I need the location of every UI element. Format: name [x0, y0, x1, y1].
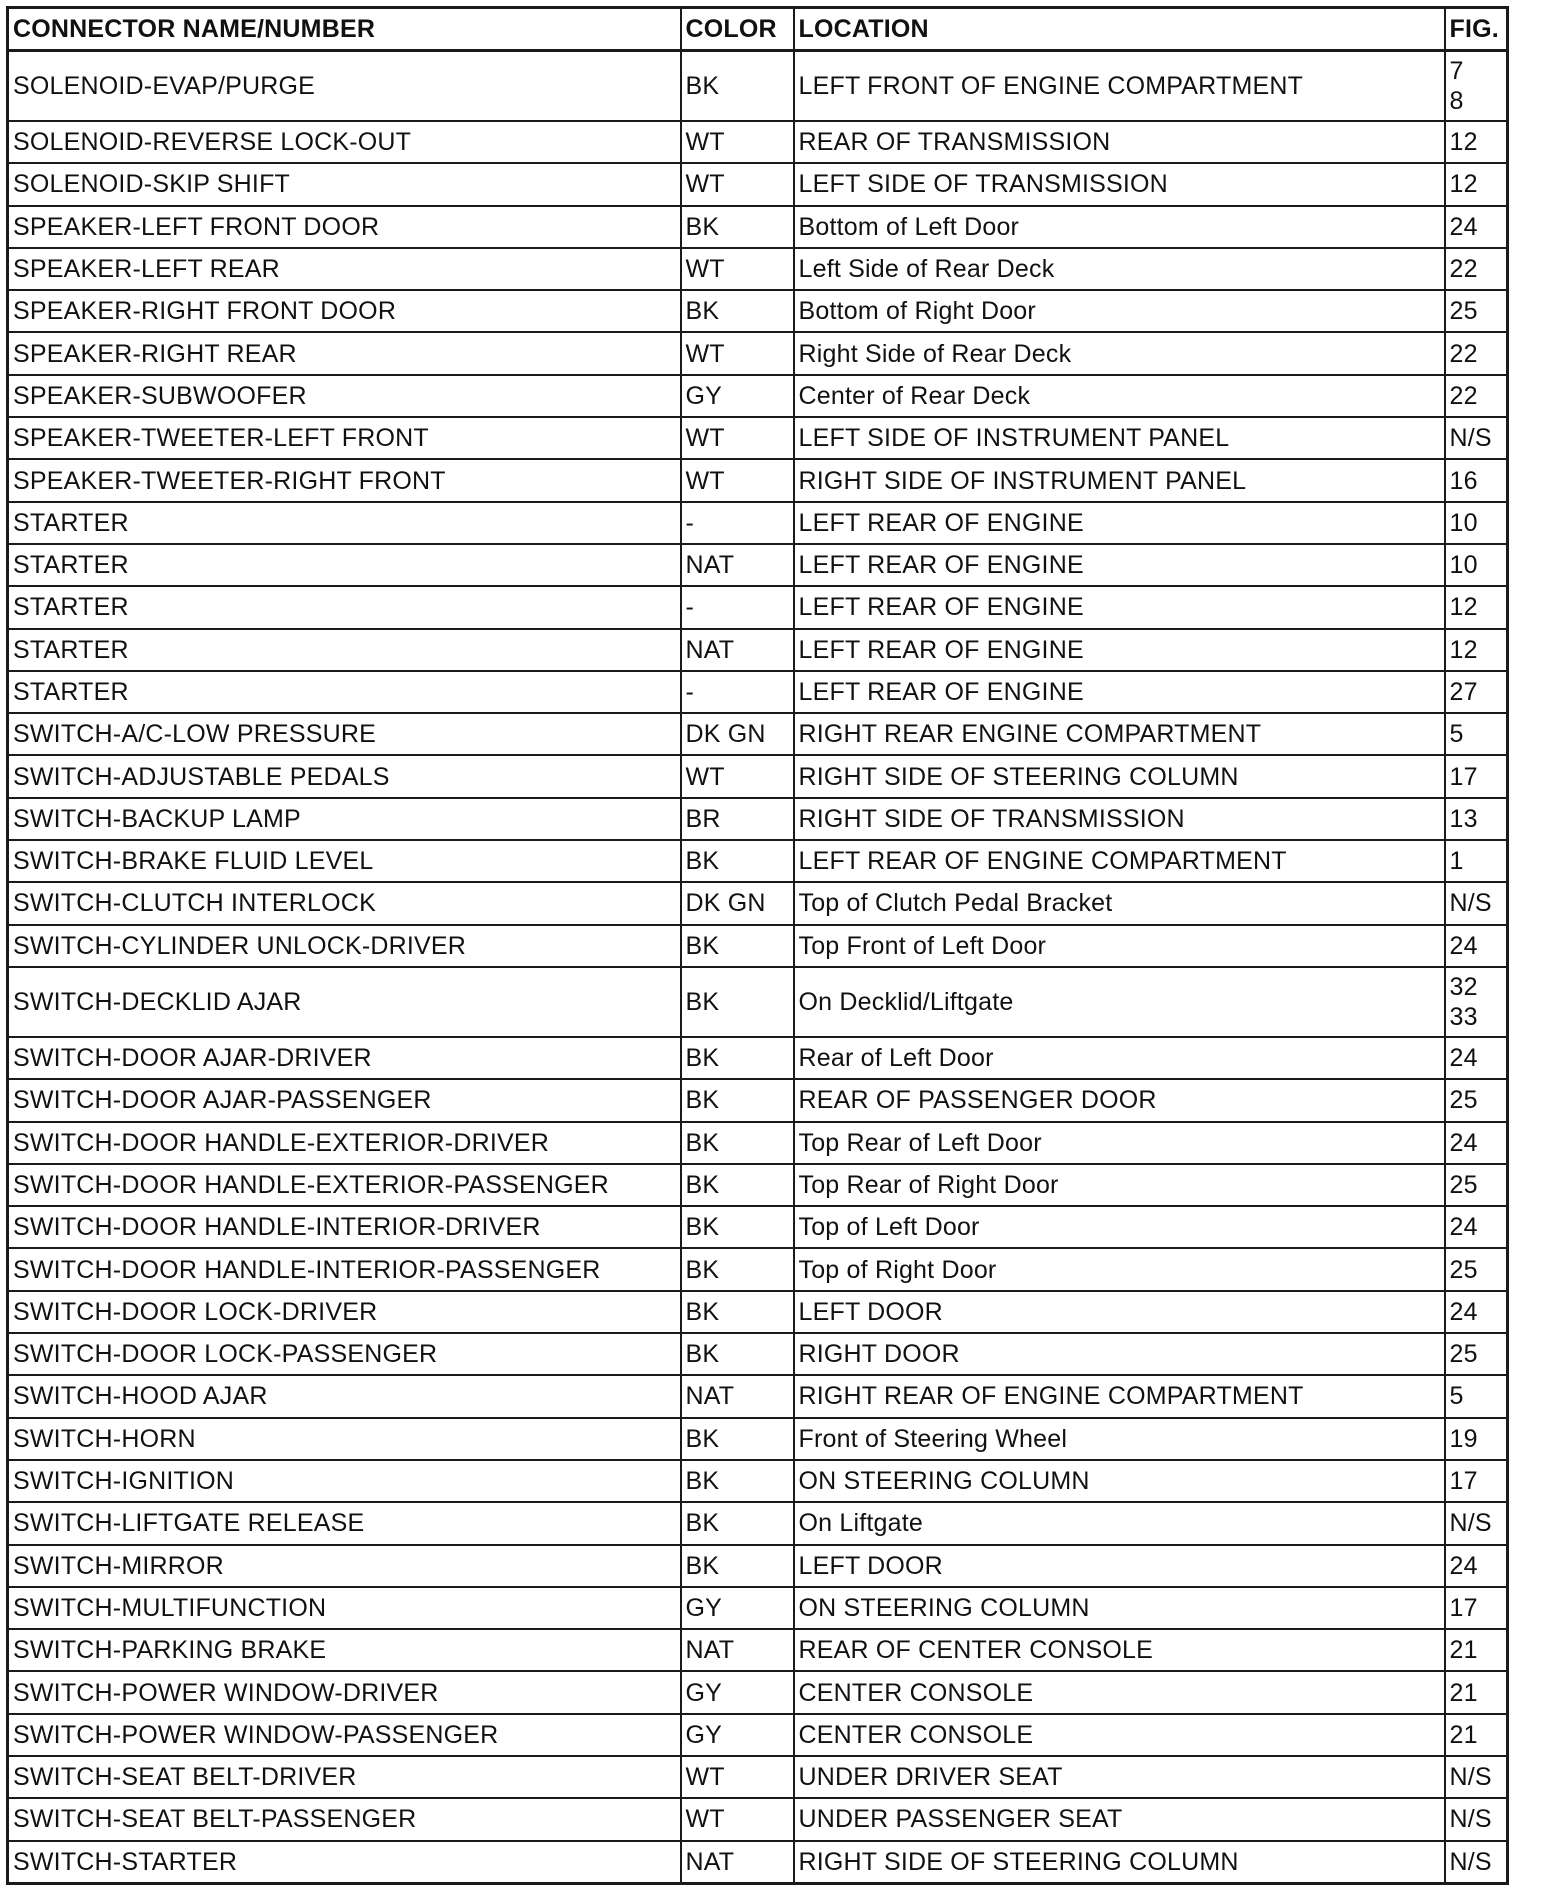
location-cell: CENTER CONSOLE	[794, 1714, 1445, 1756]
connector-name-cell: SWITCH-POWER WINDOW-PASSENGER	[8, 1714, 681, 1756]
connector-name-cell: STARTER	[8, 502, 681, 544]
fig-number: 33	[1449, 1002, 1478, 1031]
color-cell: BK	[681, 1460, 794, 1502]
fig-cell	[1445, 1037, 1508, 1079]
color-cell: BK	[681, 1291, 794, 1333]
table-row	[8, 1756, 1508, 1798]
table-row	[8, 1798, 1508, 1840]
fig-cell	[1445, 1841, 1508, 1884]
fig-number: 25	[1449, 1340, 1478, 1369]
fig-cell	[1445, 1418, 1508, 1460]
color-cell: WT	[681, 1756, 794, 1798]
location-cell: UNDER PASSENGER SEAT	[794, 1798, 1445, 1840]
color-cell: BK	[681, 1206, 794, 1248]
color-cell: GY	[681, 1671, 794, 1713]
header-connector-name: CONNECTOR NAME/NUMBER	[8, 8, 681, 51]
connector-name-cell: SWITCH-LIFTGATE RELEASE	[8, 1502, 681, 1544]
fig-cell	[1445, 798, 1508, 840]
table-row	[8, 1671, 1508, 1713]
connector-name-cell: SWITCH-PARKING BRAKE	[8, 1629, 681, 1671]
fig-number: 5	[1449, 720, 1464, 749]
fig-number: 13	[1449, 804, 1478, 833]
location-cell: ON STEERING COLUMN	[794, 1587, 1445, 1629]
fig-cell	[1445, 1164, 1508, 1206]
table-row	[8, 1122, 1508, 1164]
fig-number: 16	[1449, 466, 1478, 495]
color-cell: WT	[681, 163, 794, 205]
fig-number: 5	[1449, 1382, 1464, 1411]
location-cell: LEFT REAR OF ENGINE	[794, 629, 1445, 671]
location-cell: RIGHT SIDE OF STEERING COLUMN	[794, 755, 1445, 797]
color-cell: BK	[681, 1502, 794, 1544]
table-row	[8, 1502, 1508, 1544]
color-cell: BK	[681, 51, 794, 122]
fig-cell	[1445, 1545, 1508, 1587]
fig-number: 24	[1449, 1128, 1478, 1157]
connector-name-cell: SPEAKER-TWEETER-RIGHT FRONT	[8, 459, 681, 501]
fig-cell	[1445, 1079, 1508, 1121]
fig-number: 17	[1449, 1593, 1478, 1622]
fig-number: 21	[1449, 1720, 1478, 1749]
fig-number: 24	[1449, 1551, 1478, 1580]
connector-name-cell: SPEAKER-RIGHT FRONT DOOR	[8, 290, 681, 332]
connector-table	[6, 6, 1509, 1885]
connector-name-cell: SWITCH-DOOR AJAR-DRIVER	[8, 1037, 681, 1079]
color-cell: NAT	[681, 1375, 794, 1417]
location-cell: UNDER DRIVER SEAT	[794, 1756, 1445, 1798]
fig-number: 22	[1449, 381, 1478, 410]
fig-cell	[1445, 121, 1508, 163]
fig-number: 25	[1449, 297, 1478, 326]
connector-name-cell: STARTER	[8, 586, 681, 628]
fig-number: 7	[1449, 57, 1464, 85]
color-cell: -	[681, 586, 794, 628]
location-cell: Top of Right Door	[794, 1248, 1445, 1290]
connector-name-cell: SWITCH-SEAT BELT-PASSENGER	[8, 1798, 681, 1840]
fig-cell	[1445, 629, 1508, 671]
fig-cell	[1445, 1756, 1508, 1798]
connector-name-cell: SWITCH-DOOR HANDLE-EXTERIOR-DRIVER	[8, 1122, 681, 1164]
fig-number: 10	[1449, 551, 1478, 580]
location-cell: Top of Clutch Pedal Bracket	[794, 882, 1445, 924]
fig-number: 12	[1449, 170, 1478, 199]
location-cell: LEFT REAR OF ENGINE	[794, 544, 1445, 586]
table-row	[8, 121, 1508, 163]
table-row	[8, 967, 1508, 1037]
header-location: LOCATION	[794, 8, 1445, 51]
color-cell: BK	[681, 206, 794, 248]
table-row	[8, 798, 1508, 840]
location-cell: LEFT REAR OF ENGINE	[794, 586, 1445, 628]
connector-name-cell: SWITCH-STARTER	[8, 1841, 681, 1884]
location-cell: CENTER CONSOLE	[794, 1671, 1445, 1713]
table-row	[8, 713, 1508, 755]
fig-cell	[1445, 1460, 1508, 1502]
fig-cell	[1445, 375, 1508, 417]
table-row	[8, 840, 1508, 882]
location-cell: LEFT REAR OF ENGINE COMPARTMENT	[794, 840, 1445, 882]
table-row	[8, 290, 1508, 332]
connector-name-cell: SWITCH-DOOR LOCK-DRIVER	[8, 1291, 681, 1333]
fig-cell	[1445, 755, 1508, 797]
fig-cell	[1445, 1714, 1508, 1756]
color-cell: BK	[681, 840, 794, 882]
connector-name-cell: SWITCH-SEAT BELT-DRIVER	[8, 1756, 681, 1798]
color-cell: WT	[681, 459, 794, 501]
location-cell: REAR OF CENTER CONSOLE	[794, 1629, 1445, 1671]
fig-number: 24	[1449, 212, 1478, 241]
fig-number: N/S	[1449, 1763, 1492, 1792]
color-cell: NAT	[681, 1841, 794, 1884]
location-cell: LEFT REAR OF ENGINE	[794, 671, 1445, 713]
table-row	[8, 1079, 1508, 1121]
table-row	[8, 1037, 1508, 1079]
color-cell: BK	[681, 1122, 794, 1164]
location-cell: LEFT DOOR	[794, 1291, 1445, 1333]
connector-name-cell: SWITCH-DOOR HANDLE-EXTERIOR-PASSENGER	[8, 1164, 681, 1206]
connector-name-cell: SWITCH-DECKLID AJAR	[8, 967, 681, 1037]
fig-number: 25	[1449, 1086, 1478, 1115]
fig-cell	[1445, 544, 1508, 586]
color-cell: BK	[681, 1333, 794, 1375]
connector-name-cell: SWITCH-BRAKE FLUID LEVEL	[8, 840, 681, 882]
connector-name-cell: SPEAKER-LEFT REAR	[8, 248, 681, 290]
connector-name-cell: SWITCH-MULTIFUNCTION	[8, 1587, 681, 1629]
fig-cell	[1445, 1122, 1508, 1164]
fig-cell	[1445, 502, 1508, 544]
table-row	[8, 417, 1508, 459]
fig-number: 22	[1449, 255, 1478, 284]
location-cell: Left Side of Rear Deck	[794, 248, 1445, 290]
table-row	[8, 206, 1508, 248]
location-cell: LEFT DOOR	[794, 1545, 1445, 1587]
fig-number: 12	[1449, 635, 1478, 664]
location-cell: LEFT FRONT OF ENGINE COMPARTMENT	[794, 51, 1445, 122]
color-cell: BR	[681, 798, 794, 840]
table-row	[8, 163, 1508, 205]
color-cell: WT	[681, 1798, 794, 1840]
location-cell: Bottom of Right Door	[794, 290, 1445, 332]
fig-number: 21	[1449, 1678, 1478, 1707]
connector-name-cell: SPEAKER-LEFT FRONT DOOR	[8, 206, 681, 248]
fig-cell	[1445, 1375, 1508, 1417]
connector-name-cell: SPEAKER-RIGHT REAR	[8, 332, 681, 374]
table-header	[8, 8, 1508, 51]
connector-name-cell: SWITCH-BACKUP LAMP	[8, 798, 681, 840]
table-row	[8, 459, 1508, 501]
fig-number: 32	[1449, 972, 1478, 1001]
connector-name-cell: SOLENOID-SKIP SHIFT	[8, 163, 681, 205]
color-cell: BK	[681, 1079, 794, 1121]
fig-cell	[1445, 713, 1508, 755]
connector-name-cell: SWITCH-DOOR AJAR-PASSENGER	[8, 1079, 681, 1121]
location-cell: RIGHT SIDE OF INSTRUMENT PANEL	[794, 459, 1445, 501]
table-row	[8, 1418, 1508, 1460]
connector-name-cell: SWITCH-MIRROR	[8, 1545, 681, 1587]
connector-name-cell: SWITCH-DOOR HANDLE-INTERIOR-DRIVER	[8, 1206, 681, 1248]
location-cell: LEFT SIDE OF TRANSMISSION	[794, 163, 1445, 205]
fig-cell	[1445, 1587, 1508, 1629]
location-cell: Top of Left Door	[794, 1206, 1445, 1248]
color-cell: BK	[681, 1037, 794, 1079]
color-cell: DK GN	[681, 713, 794, 755]
fig-cell	[1445, 1248, 1508, 1290]
fig-number: 27	[1449, 678, 1478, 706]
table-row	[8, 882, 1508, 924]
table-row	[8, 248, 1508, 290]
connector-name-cell: SWITCH-DOOR HANDLE-INTERIOR-PASSENGER	[8, 1248, 681, 1290]
connector-name-cell: STARTER	[8, 671, 681, 713]
location-cell: RIGHT SIDE OF STEERING COLUMN	[794, 1841, 1445, 1884]
color-cell: WT	[681, 417, 794, 459]
table-row	[8, 1629, 1508, 1671]
color-cell: DK GN	[681, 882, 794, 924]
table-row	[8, 1545, 1508, 1587]
location-cell: RIGHT DOOR	[794, 1333, 1445, 1375]
fig-cell	[1445, 417, 1508, 459]
location-cell: Center of Rear Deck	[794, 375, 1445, 417]
fig-number: 12	[1449, 593, 1478, 622]
color-cell: WT	[681, 121, 794, 163]
fig-cell	[1445, 163, 1508, 205]
fig-number: 24	[1449, 931, 1478, 960]
connector-name-cell: SWITCH-DOOR LOCK-PASSENGER	[8, 1333, 681, 1375]
location-cell: On Decklid/Liftgate	[794, 967, 1445, 1037]
fig-number: 24	[1449, 1213, 1478, 1242]
location-cell: Front of Steering Wheel	[794, 1418, 1445, 1460]
location-cell: Right Side of Rear Deck	[794, 332, 1445, 374]
location-cell: On Liftgate	[794, 1502, 1445, 1544]
fig-number: N/S	[1449, 424, 1492, 453]
fig-cell	[1445, 925, 1508, 967]
table-row	[8, 51, 1508, 122]
color-cell: GY	[681, 1587, 794, 1629]
location-cell: Rear of Left Door	[794, 1037, 1445, 1079]
fig-number: 24	[1449, 1044, 1478, 1073]
fig-cell	[1445, 332, 1508, 374]
color-cell: BK	[681, 925, 794, 967]
fig-cell	[1445, 51, 1508, 122]
table-row	[8, 1375, 1508, 1417]
fig-number: 17	[1449, 762, 1478, 791]
header-fig: FIG.	[1445, 8, 1508, 51]
color-cell: BK	[681, 1418, 794, 1460]
connector-name-cell: SOLENOID-REVERSE LOCK-OUT	[8, 121, 681, 163]
color-cell: GY	[681, 375, 794, 417]
fig-cell	[1445, 1333, 1508, 1375]
table-row	[8, 629, 1508, 671]
connector-name-cell: SWITCH-CYLINDER UNLOCK-DRIVER	[8, 925, 681, 967]
color-cell: BK	[681, 967, 794, 1037]
fig-number: 8	[1449, 87, 1464, 115]
color-cell: -	[681, 671, 794, 713]
fig-cell	[1445, 967, 1508, 1037]
fig-cell	[1445, 1206, 1508, 1248]
location-cell: RIGHT REAR ENGINE COMPARTMENT	[794, 713, 1445, 755]
table-row	[8, 502, 1508, 544]
fig-cell	[1445, 248, 1508, 290]
connector-name-cell: SWITCH-CLUTCH INTERLOCK	[8, 882, 681, 924]
table-row	[8, 1291, 1508, 1333]
fig-number: N/S	[1449, 889, 1492, 918]
table-row	[8, 332, 1508, 374]
color-cell: WT	[681, 248, 794, 290]
connector-name-cell: SPEAKER-SUBWOOFER	[8, 375, 681, 417]
table-row	[8, 1248, 1508, 1290]
location-cell: Top Rear of Right Door	[794, 1164, 1445, 1206]
table-row	[8, 1333, 1508, 1375]
header-color: COLOR	[681, 8, 794, 51]
location-cell: REAR OF TRANSMISSION	[794, 121, 1445, 163]
fig-cell	[1445, 671, 1508, 713]
location-cell: Bottom of Left Door	[794, 206, 1445, 248]
fig-number: 25	[1449, 1170, 1478, 1199]
fig-number: 21	[1449, 1636, 1478, 1665]
table-row	[8, 544, 1508, 586]
table-body	[8, 51, 1508, 1884]
fig-cell	[1445, 586, 1508, 628]
color-cell: BK	[681, 1164, 794, 1206]
location-cell: RIGHT REAR OF ENGINE COMPARTMENT	[794, 1375, 1445, 1417]
color-cell: -	[681, 502, 794, 544]
connector-name-cell: STARTER	[8, 629, 681, 671]
connector-name-cell: STARTER	[8, 544, 681, 586]
fig-cell	[1445, 840, 1508, 882]
table-row	[8, 925, 1508, 967]
location-cell: LEFT REAR OF ENGINE	[794, 502, 1445, 544]
fig-number: 24	[1449, 1297, 1478, 1326]
location-cell: Top Front of Left Door	[794, 925, 1445, 967]
color-cell: WT	[681, 332, 794, 374]
table-row	[8, 1206, 1508, 1248]
table-row	[8, 1587, 1508, 1629]
connector-name-cell: SWITCH-POWER WINDOW-DRIVER	[8, 1671, 681, 1713]
connector-name-cell: SWITCH-HOOD AJAR	[8, 1375, 681, 1417]
fig-cell	[1445, 1629, 1508, 1671]
fig-number: 25	[1449, 1255, 1478, 1284]
connector-name-cell: SWITCH-ADJUSTABLE PEDALS	[8, 755, 681, 797]
color-cell: NAT	[681, 629, 794, 671]
header-row	[8, 8, 1508, 51]
color-cell: BK	[681, 1248, 794, 1290]
fig-cell	[1445, 459, 1508, 501]
connector-name-cell: SWITCH-IGNITION	[8, 1460, 681, 1502]
fig-number: 1	[1449, 847, 1464, 876]
location-cell: REAR OF PASSENGER DOOR	[794, 1079, 1445, 1121]
fig-cell	[1445, 1291, 1508, 1333]
connector-name-cell: SWITCH-HORN	[8, 1418, 681, 1460]
table-row	[8, 375, 1508, 417]
color-cell: GY	[681, 1714, 794, 1756]
color-cell: BK	[681, 290, 794, 332]
fig-number: 19	[1449, 1424, 1478, 1453]
fig-number: N/S	[1449, 1847, 1492, 1876]
table-row	[8, 1714, 1508, 1756]
location-cell: ON STEERING COLUMN	[794, 1460, 1445, 1502]
fig-number: 22	[1449, 339, 1478, 368]
fig-cell	[1445, 882, 1508, 924]
fig-cell	[1445, 206, 1508, 248]
connector-name-cell: SPEAKER-TWEETER-LEFT FRONT	[8, 417, 681, 459]
connector-name-cell: SOLENOID-EVAP/PURGE	[8, 51, 681, 122]
table-row	[8, 586, 1508, 628]
location-cell: RIGHT SIDE OF TRANSMISSION	[794, 798, 1445, 840]
location-cell: Top Rear of Left Door	[794, 1122, 1445, 1164]
fig-cell	[1445, 1798, 1508, 1840]
fig-number: 17	[1449, 1467, 1478, 1496]
fig-cell	[1445, 1502, 1508, 1544]
fig-number: N/S	[1449, 1805, 1492, 1834]
fig-cell	[1445, 290, 1508, 332]
fig-number: 10	[1449, 508, 1478, 537]
table-row	[8, 755, 1508, 797]
fig-number: N/S	[1449, 1509, 1492, 1538]
connector-name-cell: SWITCH-A/C-LOW PRESSURE	[8, 713, 681, 755]
table-row	[8, 1164, 1508, 1206]
color-cell: NAT	[681, 1629, 794, 1671]
color-cell: NAT	[681, 544, 794, 586]
table-row	[8, 1841, 1508, 1884]
fig-number: 12	[1449, 128, 1478, 157]
fig-cell	[1445, 1671, 1508, 1713]
color-cell: BK	[681, 1545, 794, 1587]
location-cell: LEFT SIDE OF INSTRUMENT PANEL	[794, 417, 1445, 459]
table-row	[8, 1460, 1508, 1502]
table-row	[8, 671, 1508, 713]
color-cell: WT	[681, 755, 794, 797]
